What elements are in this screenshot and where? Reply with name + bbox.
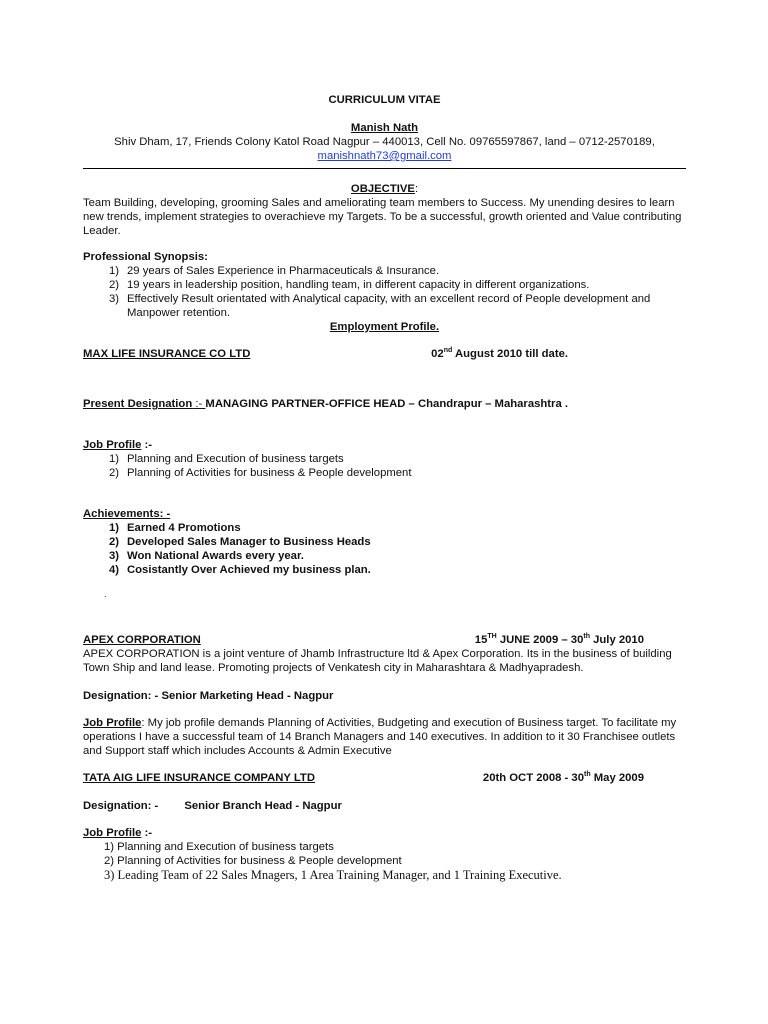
- objective-text: Team Building, developing, grooming Sales and ameliorating team members to Success. My unending desires to learn new trends, implement strategies to overachieve my Targets. To be a successful, growth oriented and Value contributing Leader.: [83, 197, 682, 237]
- list-item: 2) Developed Sales Manager to Business Heads: [108, 536, 371, 548]
- synopsis-heading: Professional Synopsis:: [83, 251, 208, 263]
- candidate-name: Manish Nath: [350, 122, 419, 134]
- apex-header: [83, 633, 686, 647]
- list-item: 2) Planning of Activities for business & People development: [104, 855, 402, 867]
- max-life-header: [83, 347, 686, 361]
- apex-designation: Designation: - Senior Marketing Head - Nagpur: [83, 690, 334, 702]
- header-divider: [83, 168, 686, 169]
- objective-heading: OBJECTIVE:: [350, 183, 419, 195]
- list-item: 1) 29 years of Sales Experience in Pharmaceuticals & Insurance.: [108, 265, 440, 277]
- list-item: 1) Earned 4 Promotions: [108, 522, 241, 534]
- tata-job-list: [83, 840, 686, 882]
- present-designation: Present Designation :- MANAGING PARTNER-OFFICE HEAD – Chandrapur – Maharashtra .: [83, 398, 569, 410]
- company-name: APEX CORPORATION: [83, 634, 201, 646]
- document-title: CURRICULUM VITAE: [328, 94, 441, 106]
- job-profile-heading: Job Profile :-: [83, 439, 153, 451]
- employment-heading: Employment Profile.: [329, 321, 440, 333]
- apex-job-profile: Job Profile: My job profile demands Planning of Activities, Budgeting and execution of Business target. To facilitate my operations I have a successful team of 14 Branch Managers and 140 executives. In addition to it 30 Franchisee outlets and Support staff which includes Accounts & Admin Executive: [83, 717, 677, 757]
- list-item: 2) Planning of Activities for business & People development: [108, 467, 412, 479]
- list-item: 1) Planning and Execution of business targets: [104, 841, 334, 853]
- synopsis-list: [83, 264, 686, 320]
- company-name: MAX LIFE INSURANCE CO LTD: [83, 348, 251, 360]
- contact-address: Shiv Dham, 17, Friends Colony Katol Road Nagpur – 440013, Cell No. 09765597867, land – 0712-2570189,: [114, 136, 655, 148]
- tata-job-heading: Job Profile :-: [83, 827, 153, 839]
- list-item: 1) Planning and Execution of business targets: [108, 453, 344, 465]
- stray-dot: .: [104, 589, 107, 599]
- list-item: 3) Leading Team of 22 Sales Mnagers, 1 Area Training Manager, and 1 Training Executive.: [104, 868, 562, 882]
- employment-dates: 15TH JUNE 2009 – 30th July 2010: [474, 633, 644, 646]
- list-item: 2) 19 years in leadership position, handling team, in different capacity in different organizations.: [108, 279, 590, 291]
- list-item: 3) Effectively Result orientated with Analytical capacity, with an excellent record of People development and Manpower retention.: [108, 293, 651, 319]
- company-name: TATA AIG LIFE INSURANCE COMPANY LTD: [83, 772, 315, 784]
- tata-designation: Designation: - Senior Branch Head - Nagpur: [83, 800, 342, 812]
- job-profile-list: [83, 452, 686, 480]
- email-link[interactable]: manishnath73@gmail.com: [317, 150, 452, 162]
- list-item: 4) Cosistantly Over Achieved my business plan.: [108, 564, 371, 576]
- apex-description: APEX CORPORATION is a joint venture of Jhamb Infrastructure ltd & Apex Corporation. Its in the business of building Town Ship and land lease. Promoting projects of Venkatesh city in Maharashtara & Madhyapradesh.: [83, 648, 672, 674]
- achievements-list: [83, 521, 686, 577]
- achievements-heading: Achievements: -: [83, 508, 171, 520]
- employment-dates: 20th OCT 2008 - 30th May 2009: [482, 771, 644, 784]
- resume-page: [83, 92, 686, 882]
- list-item: 3) Won National Awards every year.: [108, 550, 304, 562]
- employment-dates: 02nd August 2010 till date.: [431, 347, 568, 360]
- tata-header: [83, 771, 686, 785]
